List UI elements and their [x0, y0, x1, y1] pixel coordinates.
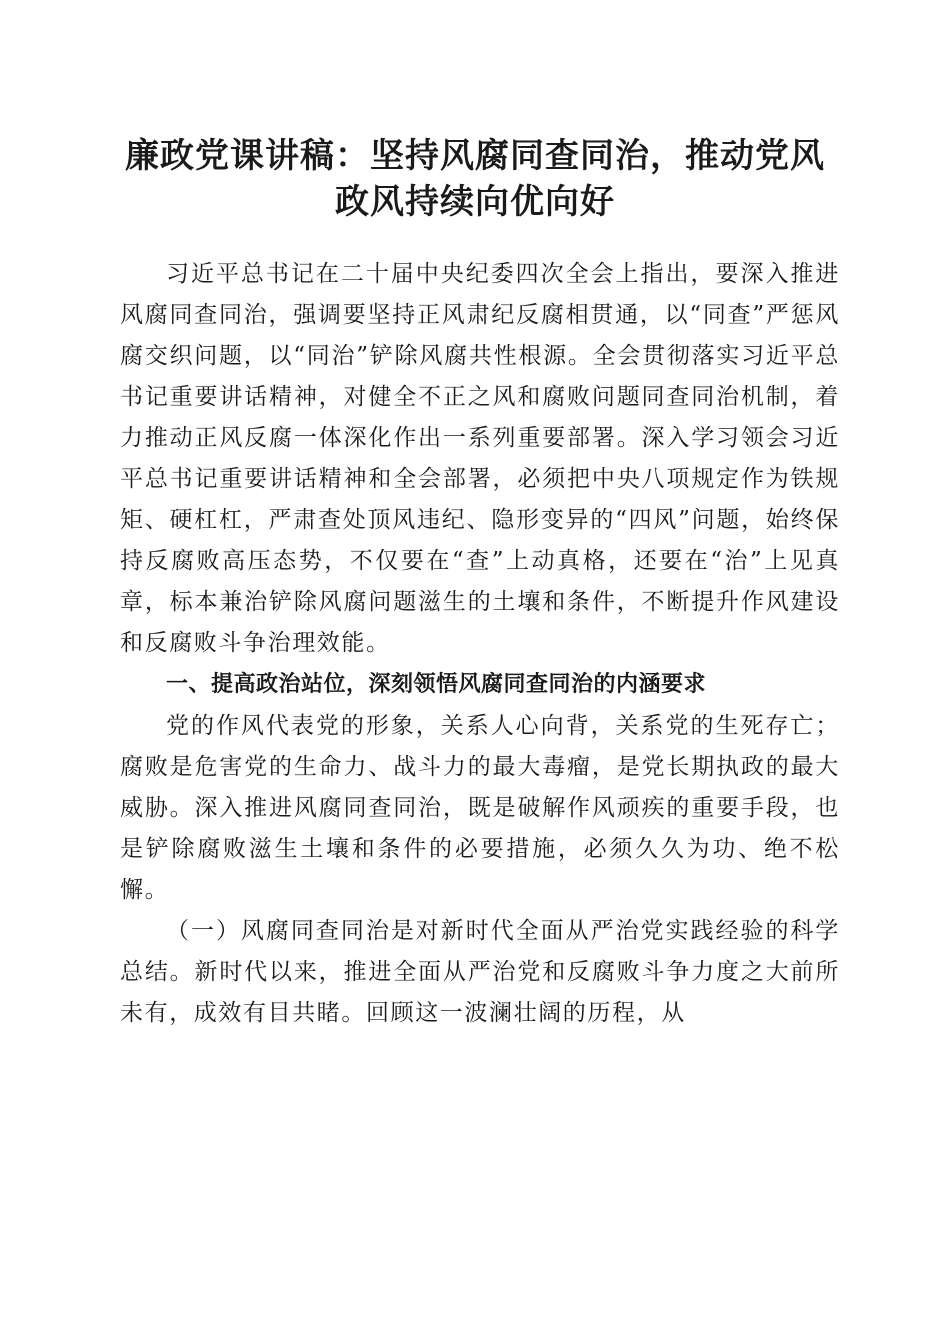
- document-title-line-2: 政风持续向优向好: [335, 182, 615, 222]
- section-1-heading: 一、提高政治站位，深刻领悟风腐同查同治的内涵要求: [166, 672, 707, 697]
- section-1-paragraph: 党的作风代表党的形象，关系人心向背，关系党的生死存亡；腐败是危害党的生命力、战斗力的最大毒瘤，是党长期执政的最大威胁。深入推进风腐同查同治，既是破解作风顽疾的重要手段，也是铲除腐败滋生土壤和条件的必要措施，必须久久为功、绝不松懈。: [120, 713, 840, 903]
- intro-paragraph: 习近平总书记在二十届中央纪委四次全会上指出，要深入推进风腐同查同治，强调要坚持正风肃纪反腐相贯通，以“同查”严惩风腐交织问题，以“同治”铲除风腐共性根源。全会贯彻落实习近平总书记重要讲话精神，对健全不正之风和腐败问题同查同治机制，着力推动正风反腐一体深化作出一系列重要部署。深入学习领会习近平总书记重要讲话精神和全会部署，必须把中央八项规定作为铁规矩、硬杠杠，严肃查处顶风违纪、隐形变异的“四风”问题，始终保持反腐败高压态势，不仅要在“查”上动真格，还要在“治”上见真章，标本兼治铲除风腐问题滋生的土壤和条件，不断提升作风建设和反腐败斗争治理效能。: [120, 261, 840, 656]
- document-title: [100, 133, 850, 225]
- document-body: [120, 254, 840, 1034]
- document-title-line-1: 廉政党课讲稿：坚持风腐同查同治，推动党风: [125, 136, 825, 176]
- subsection-1-paragraph: （一）风腐同查同治是对新时代全面从严治党实践经验的科学总结。新时代以来，推进全面从严治党和反腐败斗争力度之大前所未有，成效有目共睹。回顾这一波澜壮阔的历程，从: [120, 918, 840, 1026]
